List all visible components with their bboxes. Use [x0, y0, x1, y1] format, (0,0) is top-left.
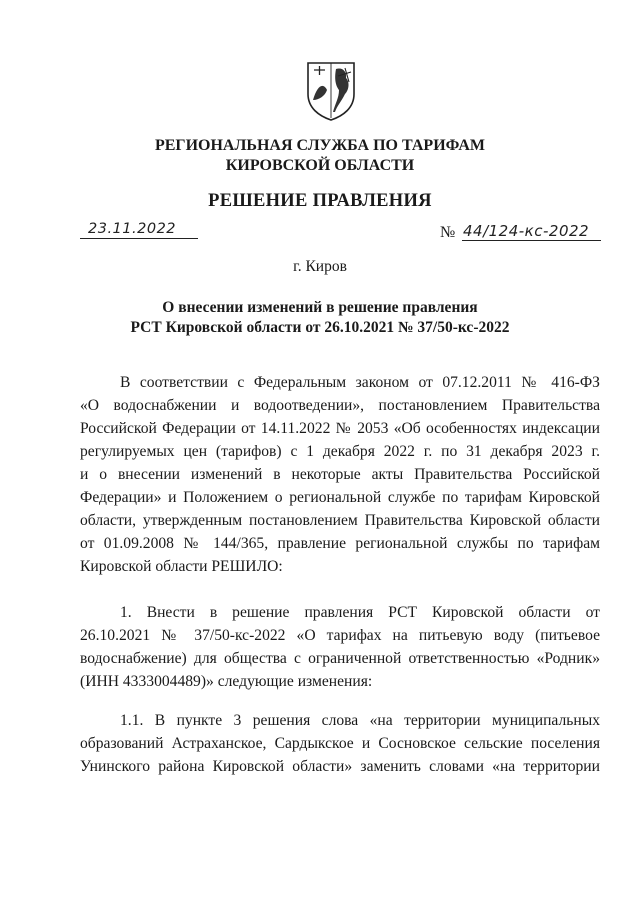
text-line: регулируемых цен (тарифов) с 1 декабря 2022 г. по 31 декабря 2023 г. [80, 443, 600, 460]
organization-name [0, 136, 640, 176]
organization-line-2: КИРОВСКОЙ ОБЛАСТИ [225, 157, 415, 174]
text-line: 1.1. В пункте 3 решения слова «на территории муниципальных [120, 712, 600, 729]
text-line: Федерации» и Положением о региональной службе по тарифам Кировской [80, 489, 600, 506]
text-line: Российской Федерации от 14.11.2022 № 2053 «Об особенностях индексации [80, 420, 600, 437]
text-line: образований Астраханское, Сардыкское и Сосновское сельские поселения [80, 735, 600, 752]
handwritten-document-number: 44/124-кс-2022 [463, 222, 590, 240]
text-line: и о внесении изменений в некоторые акты Правительства Российской [80, 466, 600, 483]
organization-line-1: РЕГИОНАЛЬНАЯ СЛУЖБА ПО ТАРИФАМ [154, 137, 486, 154]
document-subject [0, 298, 640, 338]
text-line: Унинского района Кировской области» заменить словами «на территории [80, 758, 600, 775]
paragraph-preamble [80, 371, 600, 578]
number-underline [462, 240, 601, 241]
subject-line-1: О внесении изменений в решение правления [162, 299, 478, 316]
paragraph-item-1-1 [80, 709, 600, 778]
document-type-title: РЕШЕНИЕ ПРАВЛЕНИЯ [208, 191, 432, 211]
city-name: г. Киров [293, 258, 347, 275]
text-line: В соответствии с Федеральным законом от 07.12.2011 № 416-ФЗ [120, 374, 600, 391]
text-line: водоснабжение) для общества с ограниченной ответственностью «Родник» [80, 650, 600, 667]
subject-line-2: РСТ Кировской области от 26.10.2021 № 37/50-кс-2022 [130, 319, 510, 336]
paragraph-item-1 [80, 601, 600, 693]
number-label: № [440, 224, 456, 241]
date-underline [80, 238, 198, 239]
text-line: области, утвержденным постановлением Правительства Кировской области [80, 512, 600, 529]
text-line: Кировской области РЕШИЛО: [80, 558, 283, 575]
handwritten-date: 23.11.2022 [88, 221, 177, 237]
text-line: (ИНН 4333004489)» следующие изменения: [80, 673, 373, 690]
text-line: 26.10.2021 № 37/50-кс-2022 «О тарифах на питьевую воду (питьевое [80, 627, 600, 644]
text-line: от 01.09.2008 № 144/365, правление региональной службы по тарифам [80, 535, 600, 552]
coat-of-arms-emblem [305, 60, 357, 122]
text-line: «О водоснабжении и водоотведении», постановлением Правительства [80, 397, 600, 414]
text-line: 1. Внести в решение правления РСТ Кировской области от [120, 604, 600, 621]
